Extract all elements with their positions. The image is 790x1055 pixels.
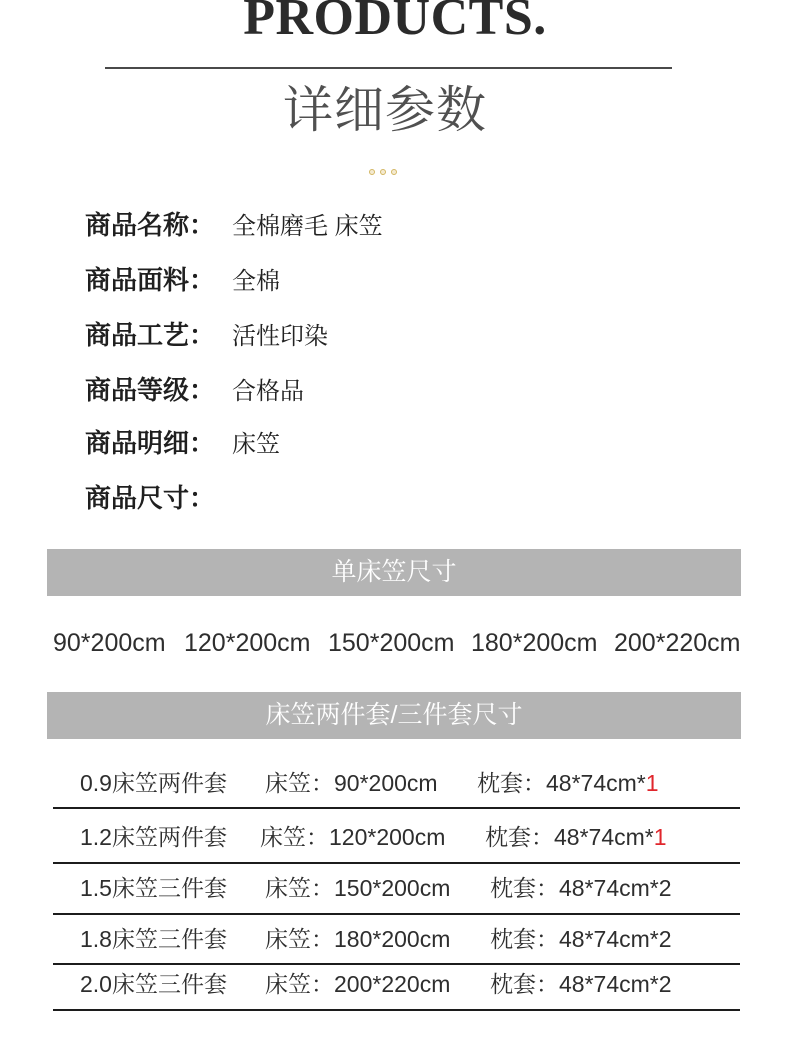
spec-row-fabric <box>85 262 280 298</box>
row-divider <box>53 807 740 809</box>
spec-label: 商品名称： <box>85 210 216 240</box>
sheet-size: 150*200cm <box>334 875 451 901</box>
sheet-size-cell <box>260 819 445 855</box>
spec-label: 商品面料： <box>85 265 216 295</box>
pillow-label: 枕套： <box>485 824 554 850</box>
sheet-size: 180*200cm <box>334 926 451 952</box>
set-name: 1.5床笠三件套 <box>80 875 227 901</box>
dot <box>391 169 397 175</box>
pillow-size-cell <box>490 966 672 1002</box>
dot <box>380 169 386 175</box>
size-option: 200*220cm <box>614 629 741 657</box>
pillow-qty: 1 <box>645 770 659 796</box>
spec-row-grade <box>85 372 304 408</box>
row-divider <box>53 1009 740 1011</box>
spec-row-contents <box>85 425 280 461</box>
pillow-size-cell <box>485 819 667 855</box>
pillow-label: 枕套： <box>490 971 559 997</box>
spec-row-name <box>85 207 383 243</box>
pillow-size-cell <box>490 921 672 957</box>
brand-heading: PRODUCTS. <box>243 0 547 46</box>
sheet-size-cell <box>265 870 450 906</box>
pillow-label: 枕套： <box>490 926 559 952</box>
pillow-size: 48*74cm* <box>559 926 659 952</box>
spec-label: 商品等级： <box>85 375 216 405</box>
pillow-qty: 2 <box>658 926 672 952</box>
spec-label: 商品尺寸： <box>85 483 216 513</box>
sheet-label: 床笠： <box>260 824 329 850</box>
pillow-size: 48*74cm* <box>554 824 654 850</box>
pillow-label: 枕套： <box>477 770 546 796</box>
set-name: 0.9床笠两件套 <box>80 770 227 796</box>
pillow-size: 48*74cm* <box>559 971 659 997</box>
pillow-qty: 2 <box>658 971 672 997</box>
sheet-size: 120*200cm <box>329 824 446 850</box>
sheet-label: 床笠： <box>265 971 334 997</box>
sheet-size: 200*220cm <box>334 971 451 997</box>
pillow-qty: 2 <box>658 875 672 901</box>
spec-row-craft <box>85 317 328 353</box>
spec-value: 活性印染 <box>232 323 328 350</box>
spec-value: 全棉 <box>232 268 280 295</box>
set-row <box>0 870 790 906</box>
size-option: 90*200cm <box>53 629 166 657</box>
sheet-size: 90*200cm <box>334 770 438 796</box>
set-size-heading: 床笠两件套/三件套尺寸 <box>47 692 741 739</box>
sheet-label: 床笠： <box>265 875 334 901</box>
set-row <box>0 966 790 1002</box>
sheet-size-cell <box>265 765 438 801</box>
row-divider <box>53 963 740 965</box>
row-divider <box>53 862 740 864</box>
sheet-label: 床笠： <box>265 926 334 952</box>
pillow-size-cell <box>490 870 672 906</box>
header-divider <box>105 67 672 69</box>
sheet-size-cell <box>265 921 450 957</box>
set-name: 1.8床笠三件套 <box>80 926 227 952</box>
set-row <box>0 765 790 801</box>
dot <box>369 169 375 175</box>
sheet-size-cell <box>265 966 450 1002</box>
pillow-size: 48*74cm* <box>546 770 646 796</box>
pillow-size: 48*74cm* <box>559 875 659 901</box>
section-title: 详细参数 <box>283 82 487 138</box>
pillow-label: 枕套： <box>490 875 559 901</box>
set-row <box>0 819 790 855</box>
set-name: 1.2床笠两件套 <box>80 824 227 850</box>
pillow-qty: 1 <box>653 824 667 850</box>
sheet-label: 床笠： <box>265 770 334 796</box>
set-name: 2.0床笠三件套 <box>80 971 227 997</box>
spec-value: 床笠 <box>232 431 280 458</box>
size-option: 120*200cm <box>184 629 311 657</box>
single-sheet-size-heading: 单床笠尺寸 <box>47 549 741 596</box>
spec-label: 商品明细： <box>85 428 216 458</box>
size-option: 150*200cm <box>328 629 455 657</box>
set-row <box>0 921 790 957</box>
size-option: 180*200cm <box>471 629 598 657</box>
spec-label: 商品工艺： <box>85 320 216 350</box>
spec-row-size <box>85 480 232 516</box>
three-dots-divider-icon <box>369 168 401 175</box>
spec-value: 合格品 <box>232 378 304 405</box>
row-divider <box>53 913 740 915</box>
spec-value: 全棉磨毛 床笠 <box>232 213 383 240</box>
pillow-size-cell <box>477 765 659 801</box>
